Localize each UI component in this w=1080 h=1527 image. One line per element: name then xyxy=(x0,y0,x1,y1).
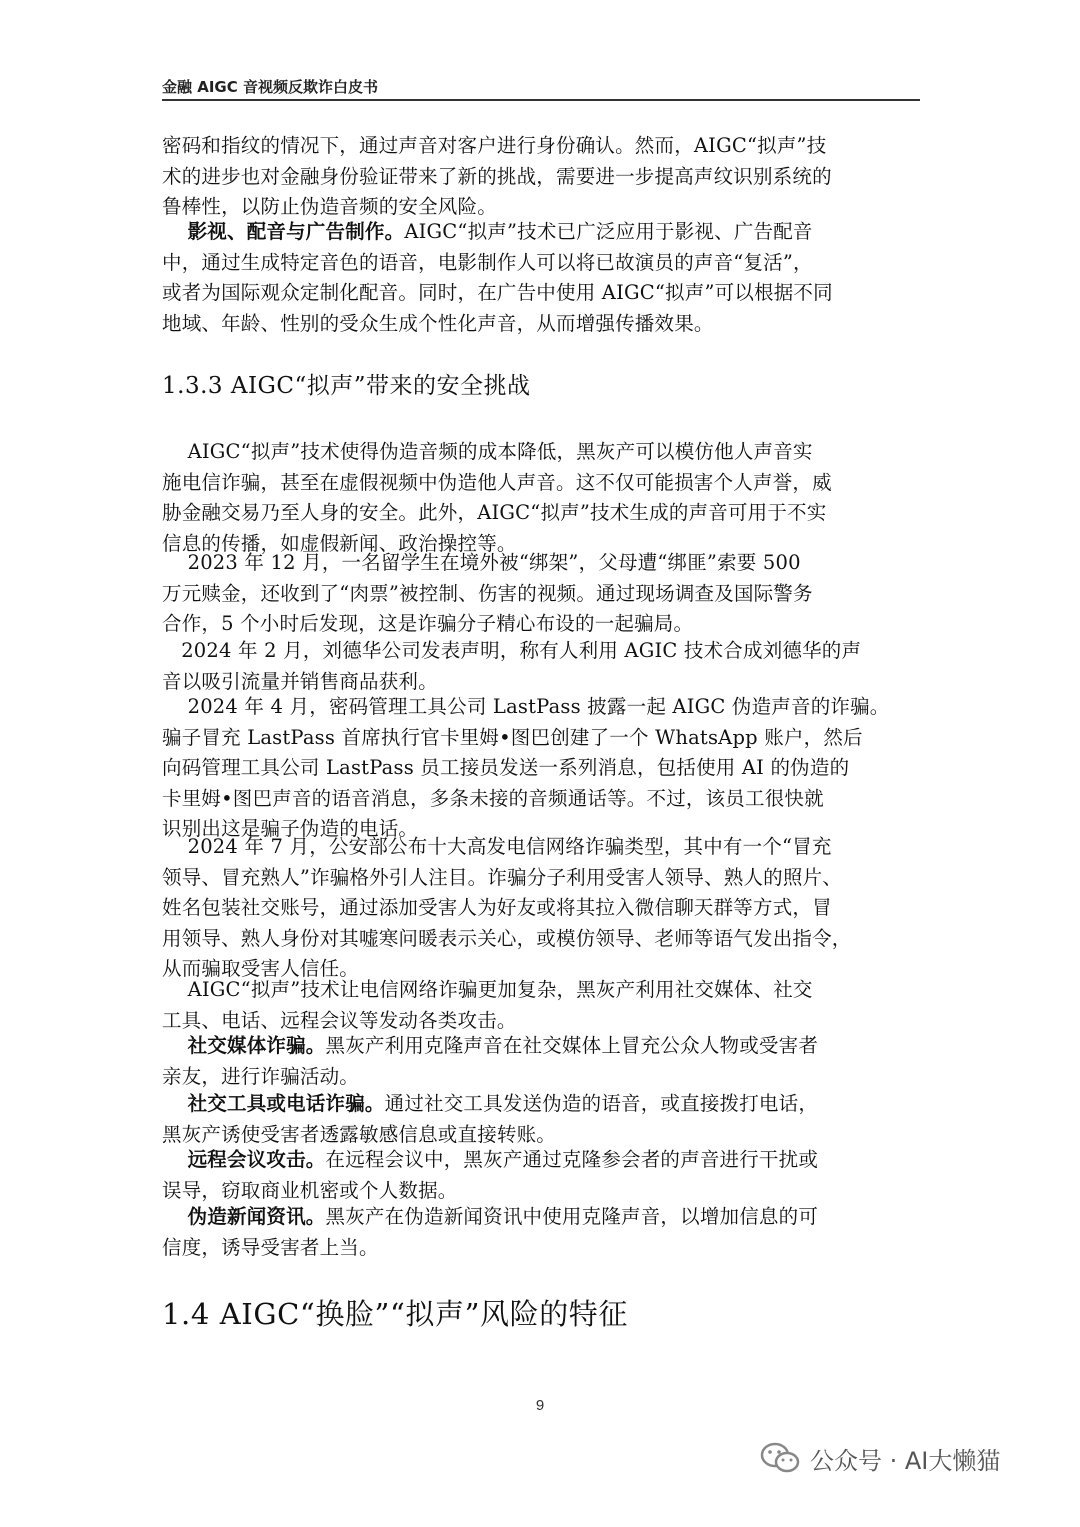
paragraph-case-2023-12: 2023 年 12 月，一名留学生在境外被“绑架”，父母遭“绑匪”索要 500 万元赎金，还收到了“肉票”被控制、伤害的视频。通过现场调查及国际警务 合作，5 个小时后发现，这是诈骗分子精心布设的一起骗局。 xyxy=(162,551,813,635)
paragraph-body: 黑灰产在伪造新闻资讯中使用克隆声音，以增加信息的可 信度，诱导受害者上当。 xyxy=(162,1205,819,1259)
paragraph-body: 通过社交工具发送伪造的语音，或直接拨打电话， 黑灰产诱使受害者透露敏感信息或直接转账。 xyxy=(162,1092,819,1146)
paragraph-voice-auth: 密码和指纹的情况下，通过声音对客户进行身份确认。然而，AIGC“拟声”技 术的进步也对金融身份验证带来了新的挑战，需要进一步提高声纹识别系统的 鲁棒性，以防止伪造音频的安全风险。 xyxy=(162,134,832,218)
header-rule xyxy=(162,99,920,101)
paragraph-body: 黑灰产利用克隆声音在社交媒体上冒充公众人物或受害者 亲友，进行诈骗活动。 xyxy=(162,1034,819,1088)
paragraph-remote-meeting-attack xyxy=(162,1145,922,1206)
paragraph-lead: 影视、配音与广告制作。 xyxy=(187,220,405,243)
paragraph-body: 在远程会议中，黑灰产通过克隆参会者的声音进行干扰或 误导，窃取商业机密或个人数据。 xyxy=(162,1148,819,1202)
paragraph-lead: 社交工具或电话诈骗。 xyxy=(187,1092,385,1115)
section-heading-1-4: 1.4 AIGC“换脸”“拟声”风险的特征 xyxy=(162,1297,628,1331)
paragraph-lead: 伪造新闻资讯。 xyxy=(187,1205,326,1228)
paragraph-body: AIGC“拟声”技术已广泛应用于影视、广告配音 中，通过生成特定音色的语音，电影制作人可以将已故演员的声音“复活”， 或者为国际观众定制化配音。同时，在广告中使用 AIGC“拟声”可以根据不同 地域、年龄、性别的受众生成个性化声音，从而增强传播效果。 xyxy=(162,220,833,335)
paragraph-fake-news xyxy=(162,1202,922,1263)
document-header-title: 金融 AIGC 音视频反欺诈白皮书 xyxy=(162,78,378,96)
watermark xyxy=(760,1438,1000,1478)
page-number: 9 xyxy=(535,1397,545,1414)
paragraph-case-2024-04: 2024 年 4 月，密码管理工具公司 LastPass 披露一起 AIGC 伪造声音的诈骗。 骗子冒充 LastPass 首席执行官卡里姆•图巴创建了一个 WhatsApp 账户，然后 向码管理工具公司 LastPass 员工接员发送一系列消息，包括使用 AI 的伪造的 卡里姆•图巴声音的语音消息，多条未接的音频通话等。不过，该员工很快就 识别出这是骗子伪造的电话。 xyxy=(162,695,890,840)
paragraph-security-challenge: AIGC“拟声”技术使得伪造音频的成本降低，黑灰产可以模仿他人声音实 施电信诈骗，甚至在虚假视频中伪造他人声音。这不仅可能损害个人声誉，威 胁金融交易乃至人身的安全。此外，AIGC“拟声”技术生成的声音可用于不实 信息的传播，如虚假新闻、政治操控等。 xyxy=(162,440,832,555)
section-heading-1-3-3: 1.3.3 AIGC“拟声”带来的安全挑战 xyxy=(162,373,531,399)
paragraph-social-media-fraud xyxy=(162,1031,922,1092)
paragraph-attack-overview: AIGC“拟声”技术让电信网络诈骗更加复杂，黑灰产利用社交媒体、社交 工具、电话、远程会议等发动各类攻击。 xyxy=(162,978,813,1032)
watermark-text: 公众号 · AI大懒猫 xyxy=(810,1446,1001,1475)
paragraph-lead: 远程会议攻击。 xyxy=(187,1148,326,1171)
paragraph-case-2024-02: 2024 年 2 月，刘德华公司发表声明，称有人利用 AGIC 技术合成刘德华的声 音以吸引流量并销售商品获利。 xyxy=(162,639,862,693)
paragraph-case-2024-07: 2024 年 7 月，公安部公布十大高发电信网络诈骗类型，其中有一个“冒充 领导、冒充熟人”诈骗格外引人注目。诈骗分子利用受害人领导、熟人的照片、 姓名包装社交账号，通过添加受害人为好友或将其拉入微信聊天群等方式，冒 用领导、熟人身份对其嘘寒问暖表示关心，或模仿领导、老师等语气发出指令， 从而骗取受害人信任。 xyxy=(162,835,852,980)
paragraph-phone-fraud xyxy=(162,1089,922,1150)
wechat-icon xyxy=(760,1441,800,1475)
paragraph-lead: 社交媒体诈骗。 xyxy=(187,1034,326,1057)
paragraph-film-dubbing xyxy=(162,217,922,339)
